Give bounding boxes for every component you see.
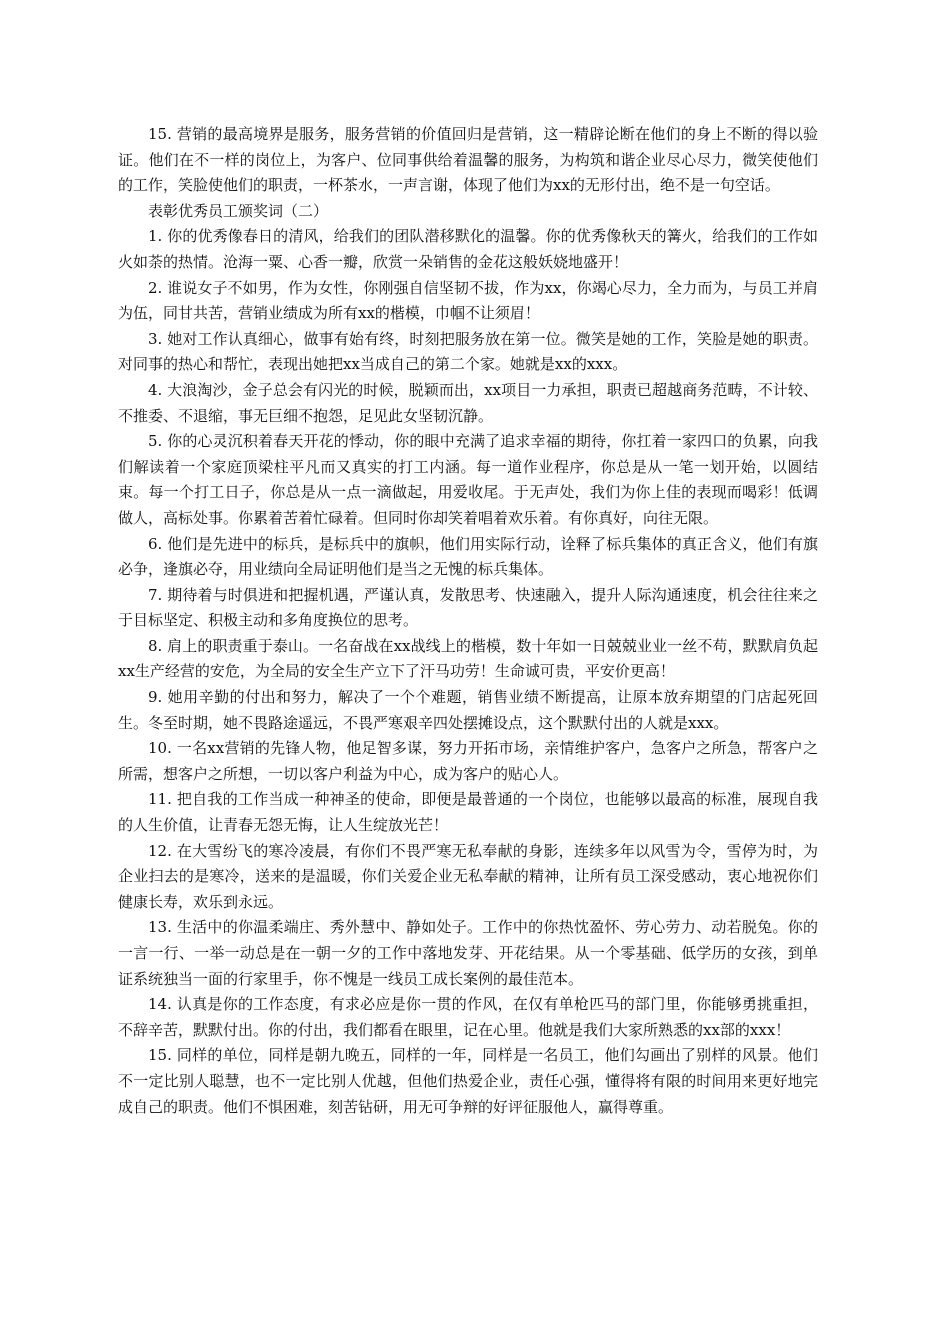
award-paragraph-5: 5. 你的心灵沉积着春天开花的悸动，你的眼中充满了追求幸福的期待，你扛着一家四口的负累，向我们解读着一个家庭顶梁柱平凡而又真实的打工内涵。每一道作业程序，你总是从一笔一划开始，以圆结束。每一个打工日子，你总是从一点一滴做起，用爱收尾。于无声处，我们为你上佳的表现而喝彩！低调做人，高标处事。你累着苦着忙碌着。但同时你却笑着唱着欢乐着。有你真好，向往无限。: [118, 432, 818, 527]
award-paragraph-3: 3. 她对工作认真细心，做事有始有终，时刻把服务放在第一位。微笑是她的工作，笑脸是她的职责。对同事的热心和帮忙，表现出她把xx当成自己的第二个家。她就是xx的xxx。: [118, 329, 818, 374]
award-paragraph-9: 9. 她用辛勤的付出和努力，解决了一个个难题，销售业绩不断提高，让原本放弃期望的门店起死回生。冬至时期，她不畏路途遥远，不畏严寒艰辛四处摆摊设点，这个默默付出的人就是xxx。: [118, 688, 818, 732]
award-paragraph-7: 7. 期待着与时俱进和把握机遇，严谨认真，发散思考、快速融入，提升人际沟通速度，机会往往来之于目标坚定、积极主动和多角度换位的思考。: [118, 585, 818, 630]
award-paragraph-13: 13. 生活中的你温柔端庄、秀外慧中、静如处子。工作中的你热忱盈怀、劳心劳力、动若脱兔。你的一言一行、一举一动总是在一朝一夕的工作中落地发芽、开花结果。从一个零基础、低学历的女孩，到单证系统独当一面的行家里手，你不愧是一线员工成长案例的最佳范本。: [118, 918, 818, 988]
intro-paragraph: 15. 营销的最高境界是服务，服务营销的价值回归是营销，这一精辟论断在他们的身上不断的得以验证。他们在不一样的岗位上，为客户、位同事供给着温馨的服务，为构筑和谐企业尽心尽力，微笑使他们的工作，笑脸使他们的职责，一杯茶水，一声言谢，体现了他们为xx的无形付出，绝不是一句空话。: [118, 125, 818, 195]
award-paragraph-6: 6. 他们是先进中的标兵，是标兵中的旗帜，他们用实际行动，诠释了标兵集体的真正含义，他们有旗必争，逢旗必夺，用业绩向全局证明他们是当之无愧的标兵集体。: [118, 534, 818, 579]
document-body: [118, 122, 818, 1120]
award-paragraph-11: 11. 把自我的工作当成一种神圣的使命，即便是最普通的一个岗位，也能够以最高的标准，展现自我的人生价值，让青春无怨无悔，让人生绽放光芒！: [118, 790, 818, 835]
award-paragraph-8: 8. 肩上的职责重于泰山。一名奋战在xx战线上的楷模，数十年如一日兢兢业业一丝不苟，默默肩负起xx生产经营的安危，为全局的安全生产立下了汗马功劳！生命诚可贵，平安价更高！: [118, 636, 818, 681]
award-paragraph-14: 14. 认真是你的工作态度，有求必应是你一贯的作风，在仅有单枪匹马的部门里，你能够勇挑重担，不辞辛苦，默默付出。你的付出，我们都看在眼里，记在心里。他就是我们大家所熟悉的xx部的xxx！: [118, 995, 818, 1039]
award-paragraph-4: 4. 大浪淘沙，金子总会有闪光的时候，脱颖而出，xx项目一力承担，职责已超越商务范畴，不计较、不推委、不退缩，事无巨细不抱怨，足见此女坚韧沉静。: [118, 380, 818, 425]
award-paragraph-15: 15. 同样的单位，同样是朝九晚五，同样的一年，同样是一名员工，他们勾画出了别样的风景。他们不一定比别人聪慧，也不一定比别人优越，但他们热爱企业，责任心强，懂得将有限的时间用来更好地完成自己的职责。他们不惧困难，刻苦钻研，用无可争辩的好评征服他人，赢得尊重。: [118, 1046, 818, 1116]
section-title: 表彰优秀员工颁奖词（二）: [148, 201, 329, 220]
award-paragraph-2: 2. 谁说女子不如男，作为女性，你刚强自信坚韧不拔，作为xx，你竭心尽力，全力而为，与员工并肩为伍，同甘共苦，营销业绩成为所有xx的楷模，巾帼不让须眉！: [118, 278, 818, 323]
award-paragraph-10: 10. 一名xx营销的先锋人物，他足智多谋，努力开拓市场，亲情维护客户，急客户之所急，帮客户之所需，想客户之所想，一切以客户利益为中心，成为客户的贴心人。: [118, 739, 818, 783]
award-paragraph-1: 1. 你的优秀像春日的清风，给我们的团队潜移默化的温馨。你的优秀像秋天的篝火，给我们的工作如火如荼的热情。沧海一粟、心香一瓣，欣赏一朵销售的金花这般妖娆地盛开！: [118, 227, 818, 271]
award-paragraph-12: 12. 在大雪纷飞的寒冷凌晨，有你们不畏严寒无私奉献的身影，连续多年以风雪为令，雪停为时，为企业扫去的是寒冷，送来的是温暖，你们关爱企业无私奉献的精神，让所有员工深受感动，衷心地祝你们健康长寿，欢乐到永远。: [118, 841, 818, 911]
